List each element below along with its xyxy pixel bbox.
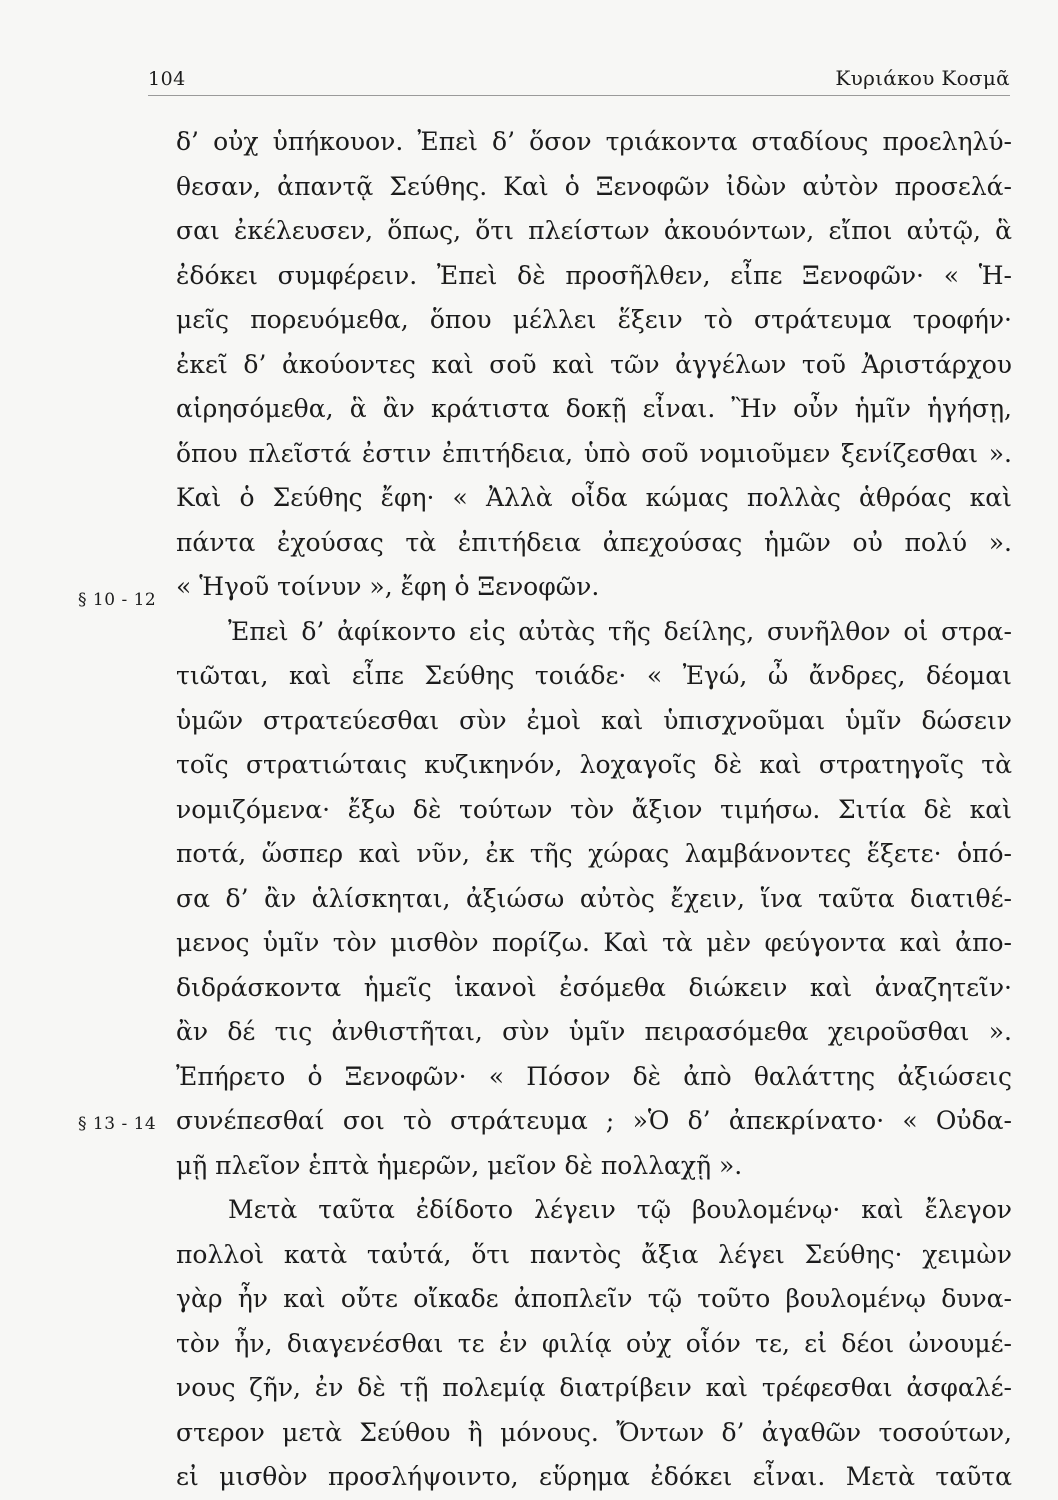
text-line: ἂν δέ τις ἀνθιστῆται, σὺν ὑμῖν πειρασόμεθα χειροῦσθαι ». — [176, 1017, 1012, 1046]
text-line: μῇ πλεῖον ἑπτὰ ἡμερῶν, μεῖον δὲ πολλαχῇ ». — [176, 1150, 743, 1180]
header-rule — [148, 95, 1010, 96]
text-line: εἰ μισθὸν προσλήψοιντο, εὕρημα ἐδόκει εἶναι. Μετὰ ταῦτα — [176, 1462, 1012, 1491]
text-line: « Ἡγοῦ τοίνυν », ἔφη ὁ Ξενοφῶν. — [176, 572, 600, 601]
text-line: τὸν ἦν, διαγενέσθαι τε ἐν φιλίᾳ οὐχ οἷόν τε, εἰ δέοι ὠνουμέ- — [176, 1328, 1012, 1358]
text-line: σα δ’ ἂν ἁλίσκηται, ἀξιώσω αὐτὸς ἔχειν, ἵνα ταῦτα διατιθέ- — [176, 883, 1012, 913]
text-line: σαι ἐκέλευσεν, ὅπως, ὅτι πλείστων ἀκουόντων, εἴποι αὐτῷ, ἃ — [176, 216, 1012, 245]
text-line: ἐκεῖ δ’ ἀκούοντες καὶ σοῦ καὶ τῶν ἀγγέλων τοῦ Ἀριστάρχου — [176, 349, 1012, 379]
running-head — [148, 60, 1010, 94]
text-line: Καὶ ὁ Σεύθης ἔφη· « Ἀλλὰ οἶδα κώμας πολλὰς ἁθρόας καὶ — [176, 483, 1012, 512]
text-line: ὑμῶν στρατεύεσθαι σὺν ἐμοὶ καὶ ὑπισχνοῦμαι ὑμῖν δώσειν — [176, 705, 1012, 735]
text-line: τοῖς στρατιώταις κυζικηνόν, λοχαγοῖς δὲ καὶ στρατηγοῖς τὰ — [176, 750, 1012, 779]
text-line: νομιζόμενα· ἔξω δὲ τούτων τὸν ἄξιον τιμήσω. Σιτία δὲ καὶ — [176, 794, 1012, 824]
text-line: θεσαν, ἀπαντᾷ Σεύθης. Καὶ ὁ Ξενοφῶν ἰδὼν αὐτὸν προσελά- — [176, 171, 1012, 201]
text-line: μεῖς πορευόμεθα, ὅπου μέλλει ἕξειν τὸ στράτευμα τροφήν· — [176, 305, 1012, 334]
section-marker-10-12: § 10 - 12 — [78, 590, 157, 610]
body-text — [176, 120, 1012, 1500]
page-number: 104 — [148, 68, 186, 90]
text-line: συνέπεσθαί σοι τὸ στράτευμα ; »Ὁ δ’ ἀπεκρίνατο· « Οὐδα- — [176, 1106, 1012, 1135]
text-line: αἱρησόμεθα, ἃ ἂν κράτιστα δοκῇ εἶναι. Ἢν οὖν ἡμῖν ἡγήσῃ, — [176, 394, 1012, 423]
text-line: γὰρ ἦν καὶ οὔτε οἴκαδε ἀποπλεῖν τῷ τοῦτο βουλομένῳ δυνα- — [176, 1284, 1012, 1313]
text-line: ἐδόκει συμφέρειν. Ἐπεὶ δὲ προσῆλθεν, εἶπε Ξενοφῶν· « Ἡ- — [176, 260, 1012, 290]
text-line: στερον μετὰ Σεύθου ἢ μόνους. Ὄντων δ’ ἀγαθῶν τοσούτων, — [176, 1417, 1012, 1447]
text-line: νους ζῆν, ἐν δὲ τῇ πολεμίᾳ διατρίβειν καὶ τρέφεσθαι ἀσφαλέ- — [176, 1373, 1012, 1402]
text-line: ποτά, ὥσπερ καὶ νῦν, ἐκ τῆς χώρας λαμβάνοντες ἕξετε· ὁπό- — [176, 839, 1012, 868]
running-title: Κυριάκου Κοσμᾶ — [835, 66, 1010, 90]
text-line: πολλοὶ κατὰ ταὐτά, ὅτι παντὸς ἄξια λέγει Σεύθης· χειμὼν — [176, 1239, 1012, 1269]
text-line: μενος ὑμῖν τὸν μισθὸν πορίζω. Καὶ τὰ μὲν φεύγοντα καὶ ἀπο- — [176, 928, 1012, 957]
text-line: τιῶται, καὶ εἶπε Σεύθης τοιάδε· « Ἐγώ, ὦ ἄνδρες, δέομαι — [176, 661, 1012, 690]
text-line: ὅπου πλεῖστά ἐστιν ἐπιτήδεια, ὑπὸ σοῦ νομιοῦμεν ξενίζεσθαι ». — [176, 438, 1012, 468]
text-line: δ’ οὐχ ὑπήκουον. Ἐπεὶ δ’ ὅσον τριάκοντα σταδίους προεληλύ- — [176, 127, 1012, 156]
text-line: πάντα ἐχούσας τὰ ἐπιτήδεια ἀπεχούσας ἡμῶν οὐ πολύ ». — [176, 527, 1012, 557]
paragraph-first-line: Μετὰ ταῦτα ἐδίδοτο λέγειν τῷ βουλομένῳ· καὶ ἔλεγον — [228, 1195, 1012, 1224]
paragraph-first-line: Ἐπεὶ δ’ ἀφίκοντο εἰς αὐτὰς τῆς δείλης, συνῆλθον οἱ στρα- — [228, 616, 1012, 646]
section-marker-13-14: § 13 - 14 — [78, 1114, 157, 1134]
text-line: Ἐπήρετο ὁ Ξενοφῶν· « Πόσον δὲ ἀπὸ θαλάττης ἀξιώσεις — [176, 1061, 1012, 1091]
text-line: διδράσκοντα ἡμεῖς ἱκανοὶ ἐσόμεθα διώκειν καὶ ἀναζητεῖν· — [176, 972, 1012, 1002]
